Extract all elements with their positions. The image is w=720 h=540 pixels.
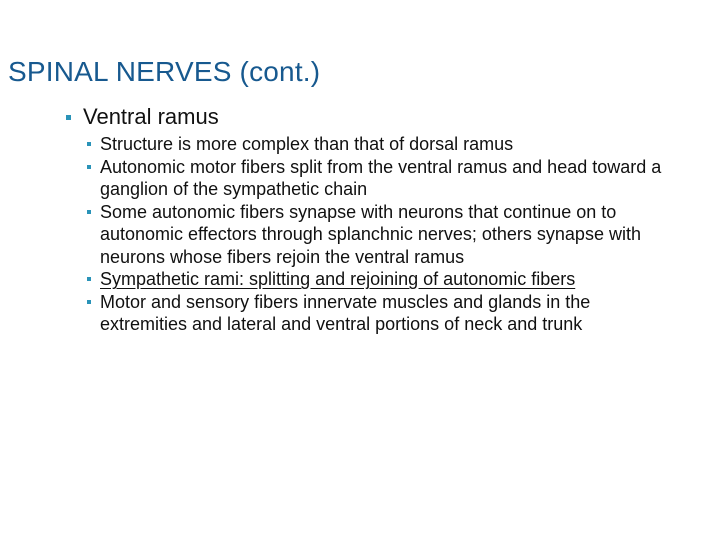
square-bullet-icon — [87, 210, 91, 214]
list-item — [87, 201, 677, 269]
list-item — [87, 156, 677, 201]
list-item-text: Structure is more complex than that of dorsal ramus — [100, 134, 514, 154]
list-item-text-underlined: Sympathetic rami: splitting and rejoining of autonomic fibers — [100, 269, 576, 289]
square-bullet-icon — [87, 142, 91, 146]
square-bullet-icon — [66, 115, 71, 120]
list-item — [87, 268, 677, 291]
square-bullet-icon — [87, 165, 91, 169]
main-bullet-text: Ventral ramus — [83, 104, 219, 129]
square-bullet-icon — [87, 300, 91, 304]
slide-title: SPINAL NERVES (cont.) — [8, 56, 321, 87]
square-bullet-icon — [87, 277, 91, 281]
list-item — [87, 133, 677, 156]
list-item-text: Some autonomic fibers synapse with neurons that continue on to autonomic effectors through splanchnic nerves; others synapse with neurons whose fibers rejoin the ventral ramus — [100, 201, 641, 267]
list-item-text: Autonomic motor fibers split from the ventral ramus and head toward a ganglion of the sympathetic chain — [100, 156, 662, 199]
list-item — [87, 291, 677, 336]
list-item-text: Motor and sensory fibers innervate muscles and glands in the extremities and lateral and ventral portions of neck and trunk — [100, 291, 591, 334]
sub-bullet-list — [87, 133, 677, 336]
main-bullet — [66, 104, 219, 130]
